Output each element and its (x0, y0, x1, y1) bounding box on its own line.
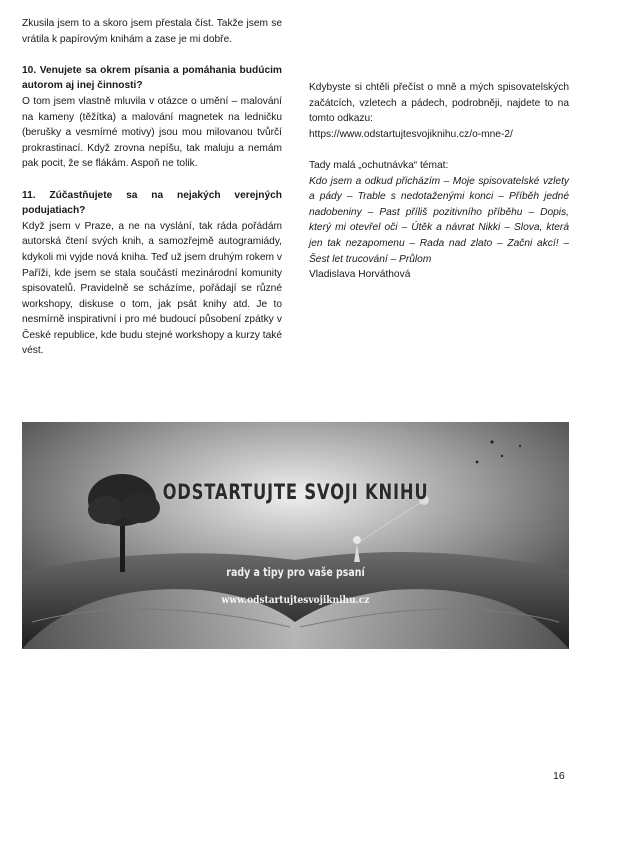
author-signature: Vladislava Horváthová (309, 269, 411, 281)
question-11: 11. Zúčastňujete sa na nejakých verejných podujatiach? (22, 189, 282, 217)
link-intro: Kdybyste si chtěli přečíst o mně a mých spisovatelských začátcích, vzletech a pádech, podrobněji, najdete to na tomto odkazu: (309, 82, 569, 125)
banner-subtitle: rady a tipy pro vaše psaní (226, 565, 365, 579)
topics-intro: Tady malá „ochutnávka“ témat: (309, 159, 449, 171)
banner-title: ODSTARTUJTE SVOJI KNIHU (162, 480, 429, 504)
intro-paragraph: Zkusila jsem to a skoro jsem přestala číst. Takže jsem se vrátila k papírovým knihám a zase je mi dobře. (22, 18, 282, 45)
profile-link[interactable]: https://www.odstartujtesvojiknihu.cz/o-mne-2/ (309, 128, 513, 140)
promo-banner-image (22, 422, 569, 649)
topics-list: Kdo jsem a odkud přicházím – Moje spisovatelské vzlety a pády – Trable s nedotaženými konci – Příběh jedné nadobeniny – Past příliš pozitivního příběhu – Dopis, který mi otevřel oči – Útěk a návrat Nikki – Slova, která jen tak nezapomenu – Rada nad zlato – Začni akcí! – Šest let trucování – Průlom (309, 175, 569, 265)
right-column (309, 80, 569, 283)
answer-11: Když jsem v Praze, a ne na vyslání, tak ráda pořádám autorská čtení svých knih, a samozřejmě autogramiády, kdykoli mi vyjde nová kniha. Teď už jsem druhým rokem v Paříži, kde jsem se stala součástí mezinárodní komunity spisovatelů. Pravidelně se scházíme, pořádají se různé workshopy, diskuse o tom, jak psát knihy atd. Je to nesmírně inspirativní i pro mé budoucí působení zpátky v České republice, kde budu stejné workshopy a kurzy také vést. (22, 220, 282, 357)
banner-url: www.odstartujtesvojiknihu.cz (221, 594, 370, 606)
page-number: 16 (553, 770, 565, 782)
banner-artwork (22, 422, 569, 649)
left-column (22, 16, 282, 359)
question-10: 10. Venujete sa okrem písania a pomáhania budúcim autorom aj inej činnosti? (22, 64, 282, 92)
answer-10: O tom jsem vlastně mluvila v otázce o umění – malování na kameny (těžítka) a malování magnetek na ledničku (berušky a vesmírné motivy) jsou mou milovanou tvůrčí prokrastinací. Když zrovna nepíšu, tak maluju a nemám pak pocit, že se flákám. Aspoň ne tolik. (22, 95, 282, 170)
